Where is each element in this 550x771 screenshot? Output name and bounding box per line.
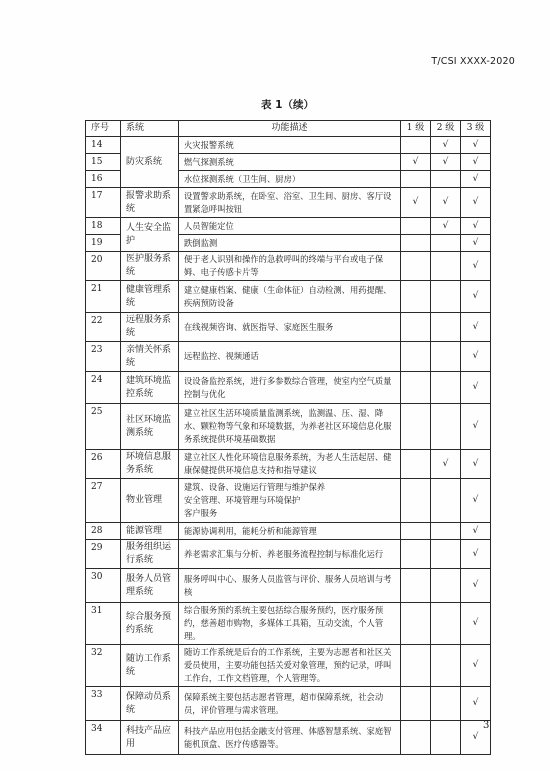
table-row [86, 252, 491, 281]
cell-number: 19 [86, 235, 121, 252]
cell-level-2 [431, 372, 461, 404]
table-row [86, 281, 491, 313]
cell-level-3: √ [461, 540, 491, 569]
cell-level-1 [401, 540, 431, 569]
cell-level-2 [431, 281, 461, 313]
cell-description: 在线视频咨询、就医指导、家庭医生服务 [179, 313, 401, 342]
cell-level-3: √ [461, 523, 491, 540]
cell-level-1 [401, 342, 431, 372]
table-row [86, 137, 491, 154]
cell-level-3: √ [461, 687, 491, 721]
cell-number: 15 [86, 154, 121, 171]
cell-system: 社区环境监测系统 [121, 404, 179, 450]
table-row [86, 523, 491, 540]
cell-system: 亲情关怀系统 [121, 342, 179, 372]
cell-description: 水位探测系统（卫生间、厨房） [179, 171, 401, 188]
table-row [86, 342, 491, 372]
cell-description: 综合服务预约系统主要包括综合服务预约，医疗服务预约，慈善超市购物，多媒体工具箱，互动交流，个人管理。 [179, 603, 401, 645]
cell-description [179, 479, 401, 523]
column-header-number: 序号 [86, 121, 121, 137]
cell-level-3: √ [461, 404, 491, 450]
cell-number: 20 [86, 252, 121, 281]
cell-level-3: √ [461, 721, 491, 755]
cell-number: 17 [86, 188, 121, 218]
cell-level-2: √ [431, 450, 461, 479]
cell-level-1 [401, 687, 431, 721]
cell-level-3: √ [461, 603, 491, 645]
table-header-row [86, 121, 491, 137]
cell-number: 34 [86, 721, 121, 755]
cell-description: 跌倒监测 [179, 235, 401, 252]
table-row [86, 372, 491, 404]
cell-level-2: √ [431, 137, 461, 154]
cell-level-1 [401, 523, 431, 540]
cell-description: 保障系统主要包括志愿者管理，超市保障系统，社会动员，评价管理与需求管理。 [179, 687, 401, 721]
cell-level-3: √ [461, 137, 491, 154]
cell-description: 人员智能定位 [179, 218, 401, 235]
cell-level-1 [401, 603, 431, 645]
cell-system: 科技产品应用 [121, 721, 179, 755]
cell-level-3: √ [461, 171, 491, 188]
cell-level-2 [431, 342, 461, 372]
cell-level-3: √ [461, 235, 491, 252]
table-row [86, 218, 491, 235]
cell-number: 32 [86, 645, 121, 687]
table-row [86, 540, 491, 569]
cell-description: 火灾报警系统 [179, 137, 401, 154]
cell-level-1 [401, 404, 431, 450]
cell-level-3: √ [461, 281, 491, 313]
cell-description: 建立社区人性化环境信息服务系统，为老人生活起居、健康保健提供环境信息支持和指导建议 [179, 450, 401, 479]
cell-level-2 [431, 569, 461, 603]
cell-number: 18 [86, 218, 121, 235]
cell-level-1 [401, 569, 431, 603]
cell-level-2: √ [431, 188, 461, 218]
cell-level-2: √ [431, 218, 461, 235]
table-row [86, 450, 491, 479]
cell-level-3: √ [461, 479, 491, 523]
cell-system: 服务组织运行系统 [121, 540, 179, 569]
cell-system: 健康管理系统 [121, 281, 179, 313]
cell-level-1 [401, 218, 431, 235]
cell-number: 25 [86, 404, 121, 450]
cell-number: 16 [86, 171, 121, 188]
table-row [86, 404, 491, 450]
cell-description: 设置警求助系统，在卧室、浴室、卫生间、厨房、客厅设置紧急呼叫按钮 [179, 188, 401, 218]
cell-description: 便于老人识别和操作的急救呼叫的终端与平台或电子保姆、电子传感卡片等 [179, 252, 401, 281]
cell-level-1 [401, 450, 431, 479]
cell-level-2 [431, 479, 461, 523]
cell-level-1 [401, 171, 431, 188]
cell-description: 服务呼叫中心、服务人员监管与评价、服务人员培训与考核 [179, 569, 401, 603]
cell-system: 物业管理 [121, 479, 179, 523]
table-row [86, 687, 491, 721]
table-row [86, 313, 491, 342]
cell-level-3: √ [461, 218, 491, 235]
cell-level-2 [431, 540, 461, 569]
cell-level-1 [401, 645, 431, 687]
cell-number: 33 [86, 687, 121, 721]
cell-number: 30 [86, 569, 121, 603]
cell-level-1: √ [401, 154, 431, 171]
cell-number: 21 [86, 281, 121, 313]
cell-description: 科技产品应用包括金融支付管理、体感智慧系统、家庭智能机顶盒、医疗传感器等。 [179, 721, 401, 755]
table-row [86, 569, 491, 603]
cell-system: 综合服务预约系统 [121, 603, 179, 645]
cell-description: 随访工作系统是后台的工作系统，主要为志愿者和社区关爱员使用，主要功能包括关爱对象管理，预约记录，呼叫工作台，工作文档管理，个人管理等。 [179, 645, 401, 687]
cell-number: 29 [86, 540, 121, 569]
cell-level-3: √ [461, 188, 491, 218]
table-row [86, 721, 491, 755]
table-row [86, 603, 491, 645]
cell-system: 人生安全监护 [121, 218, 179, 252]
cell-number: 23 [86, 342, 121, 372]
table-caption: 表 1（续） [261, 99, 314, 111]
cell-number: 31 [86, 603, 121, 645]
cell-level-2 [431, 603, 461, 645]
cell-level-3: √ [461, 569, 491, 603]
cell-number: 14 [86, 137, 121, 154]
column-header-level-1: 1 级 [401, 121, 431, 137]
cell-level-3: √ [461, 372, 491, 404]
cell-number: 27 [86, 479, 121, 523]
cell-level-1 [401, 372, 431, 404]
cell-level-2: √ [431, 154, 461, 171]
cell-description: 建立社区生活环境质量监测系统，监测温、压、湿、降水、颗粒物等气象和环境数据，为养老社区环境信息化服务系统提供环境基础数据 [179, 404, 401, 450]
cell-level-2 [431, 645, 461, 687]
column-header-level-2: 2 级 [431, 121, 461, 137]
cell-level-2 [431, 523, 461, 540]
document-code: T/CSI XXXX-2020 [431, 56, 515, 67]
cell-level-1 [401, 479, 431, 523]
cell-description: 能源协调利用，能耗分析和能源管理 [179, 523, 401, 540]
cell-level-2 [431, 235, 461, 252]
cell-description: 养老需求汇集与分析、养老服务流程控制与标准化运行 [179, 540, 401, 569]
description-line: 客户服务 [184, 508, 218, 518]
cell-description: 设设备监控系统，进行多参数综合管理，使室内空气质量控制与优化 [179, 372, 401, 404]
cell-description: 建立健康档案、健康（生命体征）自动检测、用药提醒、疾病预防设备 [179, 281, 401, 313]
cell-system: 防灾系统 [121, 137, 179, 188]
cell-level-3: √ [461, 645, 491, 687]
column-header-system: 系统 [121, 121, 179, 137]
page-number: 3 [483, 720, 490, 731]
cell-system: 保障动员系统 [121, 687, 179, 721]
table-row [86, 479, 491, 523]
cell-number: 26 [86, 450, 121, 479]
cell-level-2 [431, 171, 461, 188]
cell-level-2 [431, 687, 461, 721]
cell-system: 能源管理 [121, 523, 179, 540]
cell-level-3: √ [461, 252, 491, 281]
cell-system: 服务人员管理系统 [121, 569, 179, 603]
cell-level-2 [431, 404, 461, 450]
cell-level-1 [401, 313, 431, 342]
cell-level-3: √ [461, 342, 491, 372]
cell-number: 24 [86, 372, 121, 404]
cell-level-3: √ [461, 450, 491, 479]
function-level-table [85, 120, 491, 755]
column-header-level-3: 3 级 [461, 121, 491, 137]
cell-level-1: √ [401, 188, 431, 218]
cell-system: 医护服务系统 [121, 252, 179, 281]
cell-level-1 [401, 252, 431, 281]
cell-level-2 [431, 721, 461, 755]
cell-level-1 [401, 235, 431, 252]
cell-number: 22 [86, 313, 121, 342]
cell-system: 建筑环境监控系统 [121, 372, 179, 404]
table-row [86, 645, 491, 687]
cell-level-1 [401, 721, 431, 755]
column-header-description: 功能描述 [179, 121, 401, 137]
cell-number: 28 [86, 523, 121, 540]
cell-level-3: √ [461, 154, 491, 171]
table-row [86, 188, 491, 218]
cell-description: 远程监控、视频通话 [179, 342, 401, 372]
cell-level-2 [431, 252, 461, 281]
cell-system: 随访工作系统 [121, 645, 179, 687]
cell-system: 环境信息服务系统 [121, 450, 179, 479]
cell-level-1 [401, 281, 431, 313]
cell-level-3: √ [461, 313, 491, 342]
cell-system: 远程服务系统 [121, 313, 179, 342]
cell-description: 燃气探测系统 [179, 154, 401, 171]
cell-system: 报警求助系统 [121, 188, 179, 218]
cell-level-1 [401, 137, 431, 154]
cell-level-2 [431, 313, 461, 342]
description-line: 建筑、设备、设施运行管理与维护保养 [184, 482, 326, 492]
description-line: 安全管理、环境管理与环境保护 [184, 495, 301, 505]
